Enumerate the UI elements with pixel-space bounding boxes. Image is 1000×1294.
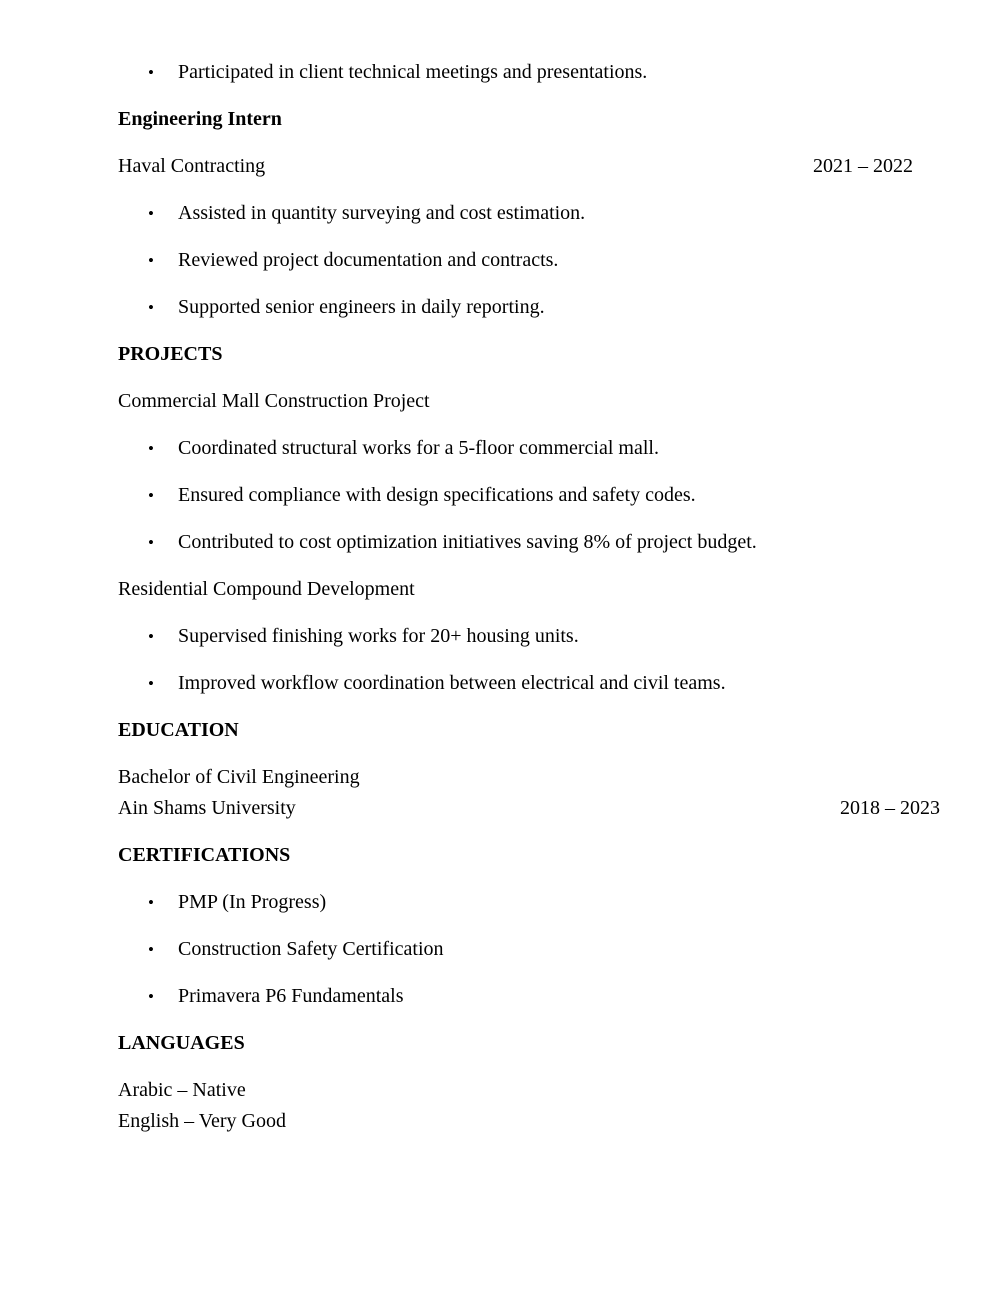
section-heading-certifications: CERTIFICATIONS [118,844,291,866]
bullet-icon: • [148,439,154,458]
bullet-item [118,198,940,229]
bullet-icon: • [148,204,154,223]
bullet-item [118,668,940,699]
job-title: Engineering Intern [118,108,282,130]
company-name: Haval Contracting [118,155,266,177]
bullet-icon: • [148,940,154,959]
bullet-text: Assisted in quantity surveying and cost estimation. [178,202,586,224]
school-name: Ain Shams University [118,797,296,819]
bullet-icon: • [148,251,154,270]
bullet-item [118,887,940,918]
bullet-item [118,480,940,511]
bullet-text: Participated in client technical meetings and presentations. [178,61,648,83]
previous-role-bullet-list [118,57,940,88]
bullet-text: Construction Safety Certification [178,938,444,960]
education-block [118,762,940,824]
bullet-item [118,934,940,965]
bullet-item [118,433,940,464]
language-line: Arabic – Native [118,1079,246,1101]
bullet-item [118,527,940,558]
bullet-icon: • [148,674,154,693]
bullet-text: Ensured compliance with design specifications and safety codes. [178,484,696,506]
bullet-icon: • [148,298,154,317]
certifications-bullet-list [118,887,940,1012]
company-row [118,151,940,182]
bullet-icon: • [148,987,154,1006]
bullet-item [118,621,940,652]
bullet-text: PMP (In Progress) [178,891,327,913]
bullet-item [118,57,940,88]
bullet-icon: • [148,627,154,646]
bullet-item [118,292,940,323]
languages-block [118,1075,940,1137]
bullet-text: Coordinated structural works for a 5-floor commercial mall. [178,437,659,459]
bullet-icon: • [148,486,154,505]
education-dates: 2018 – 2023 [840,797,940,819]
bullet-text: Contributed to cost optimization initiatives saving 8% of project budget. [178,531,757,553]
project-name: Commercial Mall Construction Project [118,390,430,412]
language-line: English – Very Good [118,1110,286,1132]
intern-bullet-list [118,198,940,323]
section-heading-projects: PROJECTS [118,343,223,365]
bullet-item [118,245,940,276]
bullet-text: Reviewed project documentation and contracts. [178,249,559,271]
section-heading-education: EDUCATION [118,719,239,741]
bullet-item [118,981,940,1012]
bullet-text: Improved workflow coordination between electrical and civil teams. [178,672,726,694]
bullet-text: Primavera P6 Fundamentals [178,985,404,1007]
employment-dates: 2021 – 2022 [813,155,913,177]
project-2-bullet-list [118,621,940,699]
bullet-text: Supported senior engineers in daily reporting. [178,296,545,318]
degree-name: Bachelor of Civil Engineering [118,766,360,788]
section-heading-languages: LANGUAGES [118,1032,245,1054]
bullet-icon: • [148,533,154,552]
bullet-icon: • [148,893,154,912]
bullet-icon: • [148,63,154,82]
project-1-bullet-list [118,433,940,558]
bullet-text: Supervised finishing works for 20+ housing units. [178,625,579,647]
project-name: Residential Compound Development [118,578,415,600]
